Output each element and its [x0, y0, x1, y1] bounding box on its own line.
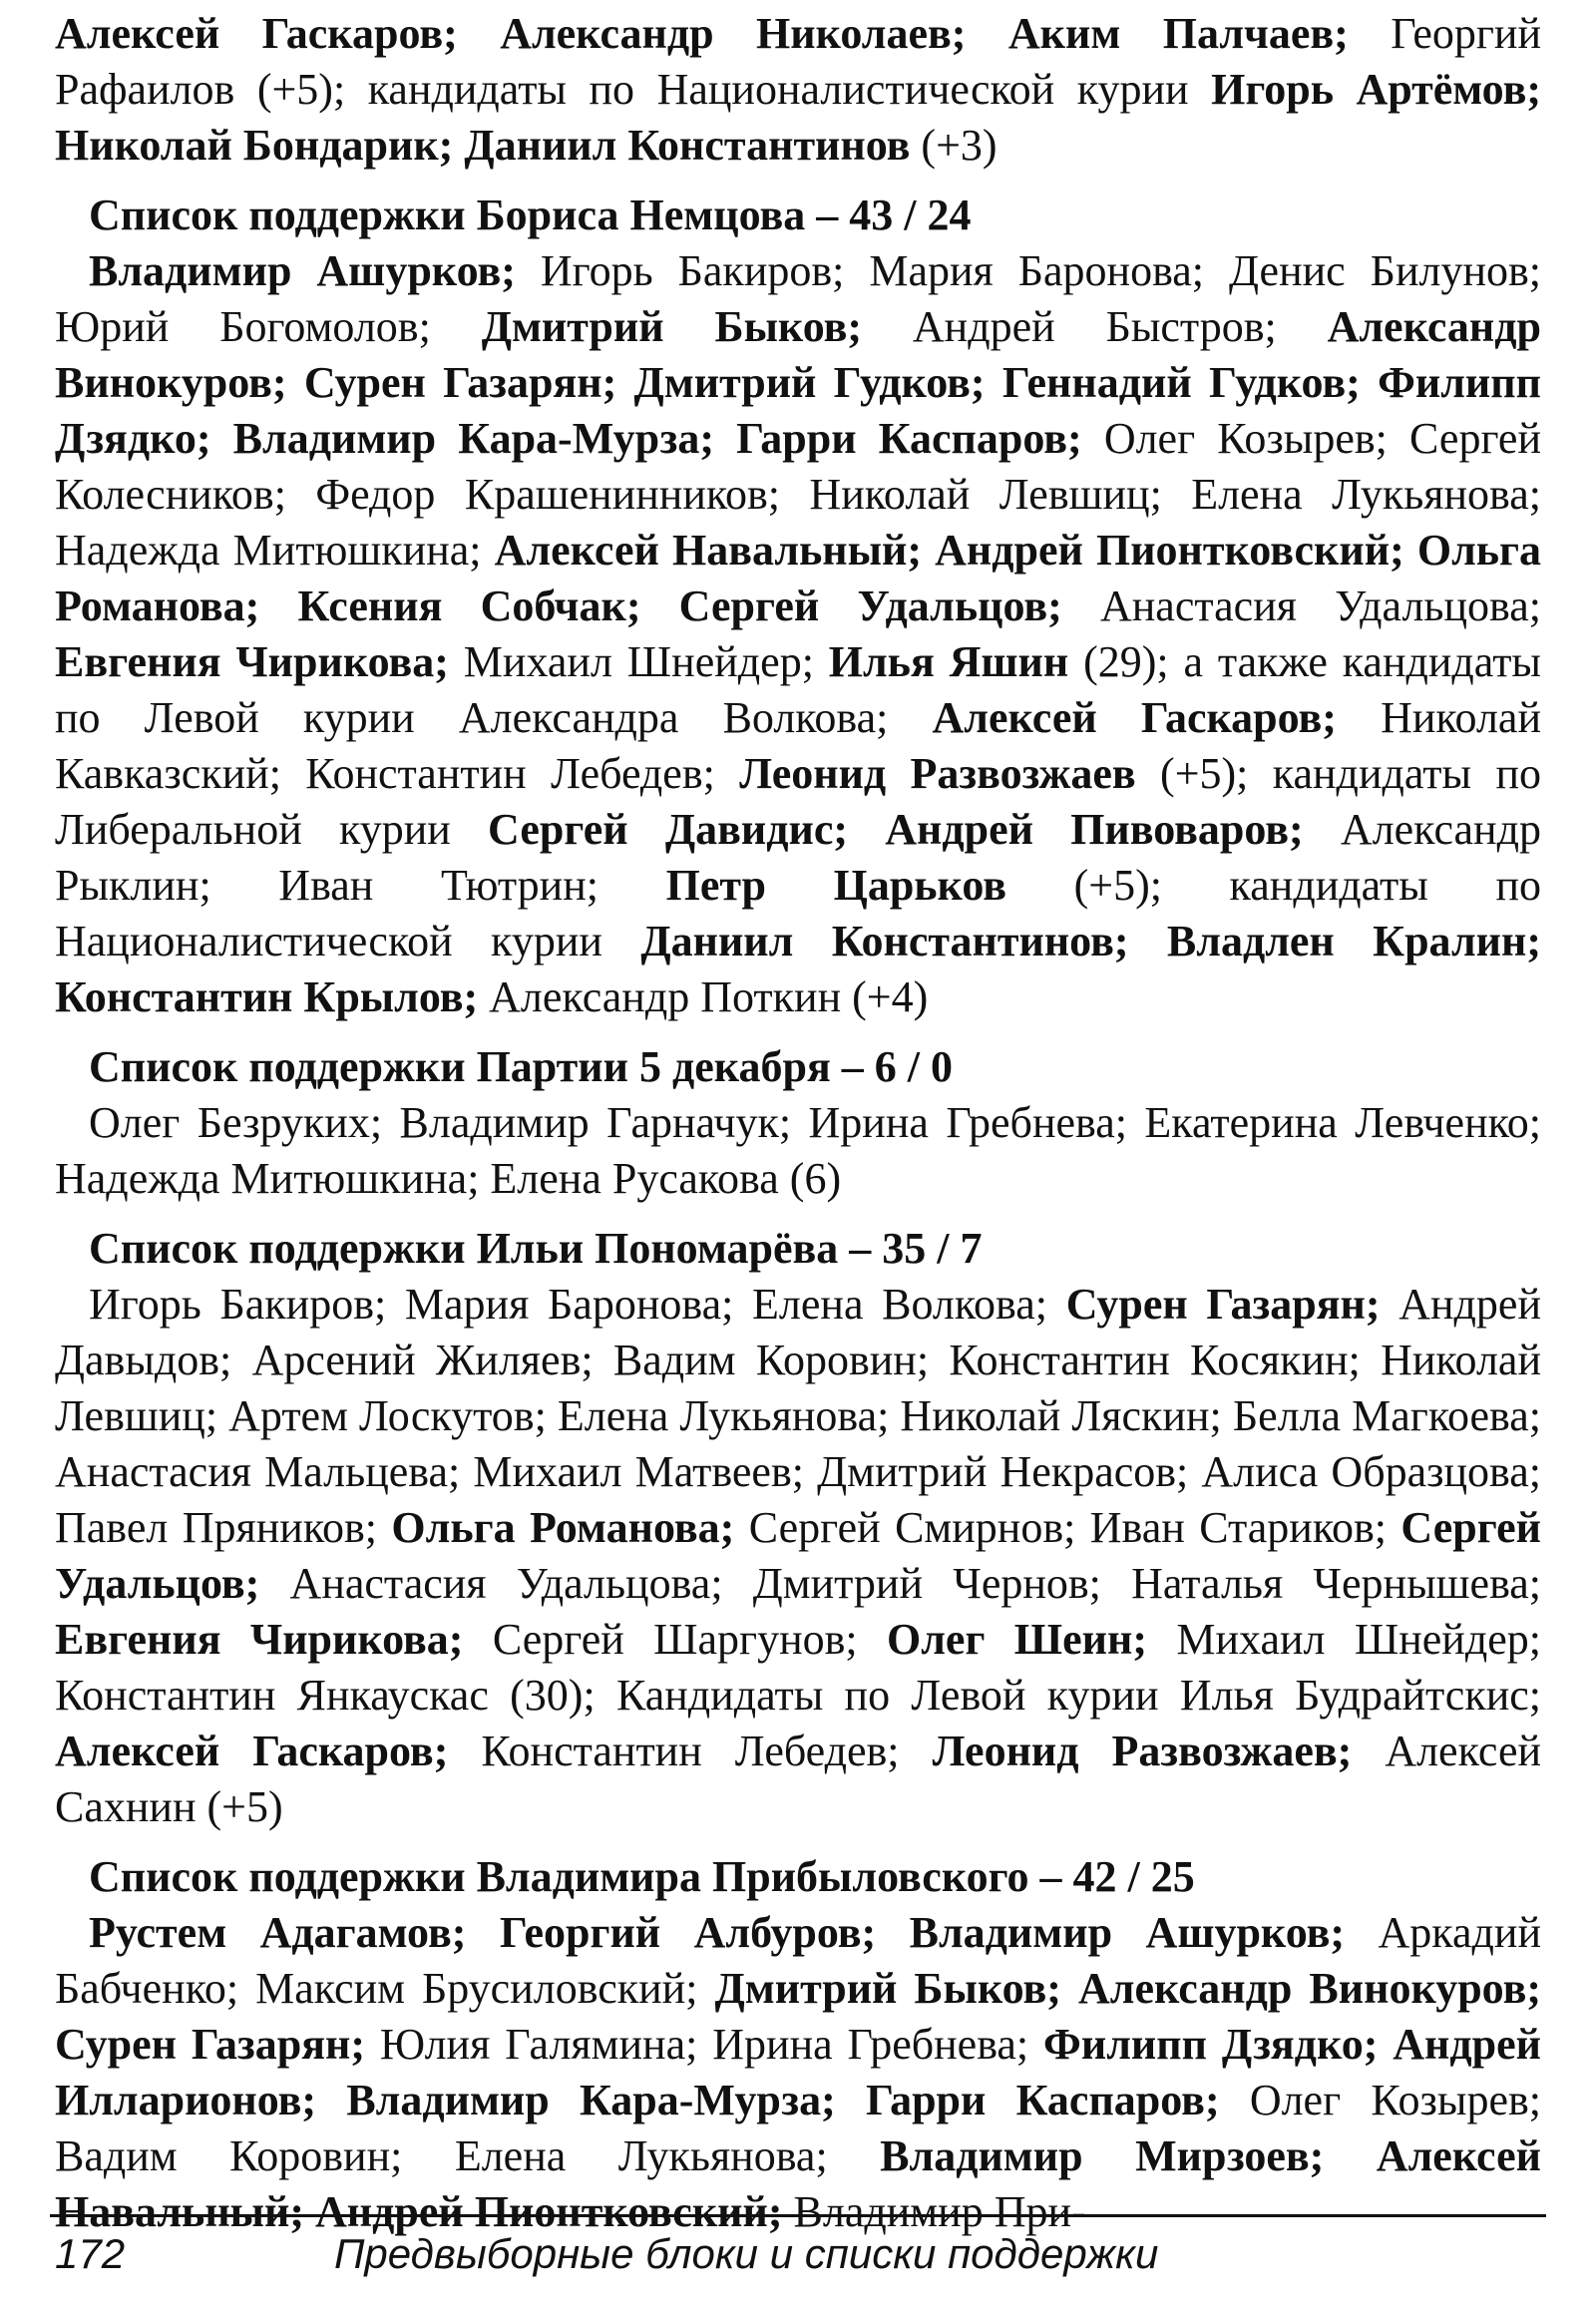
candidate-names-bold: Леонид Развозжаев: [739, 749, 1161, 798]
candidate-names-bold: Петр Царьков: [665, 861, 1074, 910]
body-paragraph: [55, 1095, 1541, 1207]
candidate-names-bold: Рустем Адагамов; Георгий Албуров; Владимир Ашурков;: [89, 1908, 1379, 1957]
section-heading: Список поддержки Бориса Немцова – 43 / 24: [89, 191, 972, 239]
candidate-names-bold: Дмитрий Быков; Александр Винокуров; Сурен Газарян;: [55, 1964, 1541, 2069]
body-paragraph: [55, 1277, 1541, 1835]
page-footer: [55, 2226, 1541, 2286]
document-page: [55, 6, 1541, 2240]
text-run: Олег Безруких; Владимир Гарначук; Ирина Гребнева; Екатерина Левченко; Надежда Митюшкина; Елена Русакова (6): [55, 1098, 1541, 1203]
candidate-names-bold: Ольга Романова;: [391, 1503, 749, 1552]
section-heading: Список поддержки Ильи Пономарёва – 35 / 7: [89, 1224, 983, 1273]
text-run: (29); а также кандидаты по Левой курии Александра Волкова;: [55, 637, 1541, 742]
candidate-names-bold: Александр Винокуров; Сурен Газарян; Дмитрий Гудков; Геннадий Гудков; Филипп Дзядко; Владимир Кара-Мурза; Гарри Каспаров;: [55, 302, 1541, 463]
body-paragraph: [55, 6, 1541, 174]
candidate-names-bold: Владимир Ашурков;: [89, 246, 541, 295]
candidate-names-bold: Филипп Дзядко; Андрей Илларионов; Владимир Кара-Мурза; Гарри Каспаров;: [55, 2020, 1541, 2124]
text-run: (+5); кандидаты по Либеральной курии: [55, 749, 1541, 854]
text-run: Сергей Смирнов; Иван Стариков;: [748, 1503, 1401, 1552]
candidate-names-bold: Дмитрий Быков;: [481, 302, 913, 351]
candidate-names-bold: Игорь Артёмов; Николай Бондарик; Даниил Константинов: [55, 65, 1541, 170]
text-run: Олег Козырев; Вадим Коровин; Елена Лукьянова;: [55, 2076, 1541, 2180]
text-run: Николай Кавказский; Константин Лебедев;: [55, 693, 1542, 798]
text-run: Олег Козырев; Сергей Колесников; Федор Крашенинников; Николай Левшиц; Елена Лукьянова; Надежда Митюшкина;: [55, 414, 1541, 575]
body-paragraph: [55, 243, 1541, 1025]
text-run: Александр Поткин (+4): [489, 972, 929, 1021]
candidate-names-bold: Даниил Константинов; Владлен Кралин; Константин Крылов;: [55, 917, 1541, 1021]
text-run: Анастасия Удальцова;: [1099, 581, 1541, 630]
section-heading: Список поддержки Партии 5 декабря – 6 / 0: [89, 1042, 953, 1091]
running-title: Предвыборные блоки и списки поддержки: [334, 2230, 1159, 2277]
candidate-names-bold: Сергей Удальцов;: [55, 1503, 1541, 1608]
text-run: Андрей Давыдов; Арсений Жиляев; Вадим Коровин; Константин Косякин; Николай Левшиц; Артем Лоскутов; Елена Лукьянова; Николай Ляскин; Белла Магкоева; Анастасия Мальцева; Михаил Матвеев; Дмитрий Некрасов; Алиса Образцова; Павел Пряников;: [55, 1280, 1541, 1552]
text-run: Михаил Шнейдер;: [463, 637, 829, 686]
text-run: Юлия Галямина; Ирина Гребнева;: [379, 2020, 1044, 2069]
text-run: Алексей Сахнин (+5): [55, 1727, 1542, 1831]
text-run: (+3): [921, 121, 998, 170]
candidate-names-bold: Алексей Гаскаров; Александр Николаев; Аким Палчаев;: [55, 9, 1392, 58]
text-run: Игорь Бакиров; Мария Баронова; Елена Волкова;: [89, 1280, 1066, 1329]
candidate-names-bold: Олег Шеин;: [887, 1615, 1177, 1664]
candidate-names-bold: Сурен Газарян;: [1065, 1280, 1399, 1329]
candidate-names-bold: Владимир Мирзоев; Алексей Навальный; Андрей Пионтковский;: [55, 2131, 1541, 2236]
text-run: Игорь Бакиров; Мария Баронова; Денис Билунов; Юрий Богомолов;: [55, 246, 1542, 351]
text-run: (+5); кандидаты по Националистической курии: [55, 861, 1541, 965]
section-heading: Список поддержки Владимира Прибыловского – 42 / 25: [89, 1852, 1195, 1901]
text-run: Михаил Шнейдер; Константин Янкаускас (30); Кандидаты по Левой курии Илья Будрайтскис;: [55, 1615, 1541, 1720]
candidate-names-bold: Евгения Чирикова;: [55, 1615, 493, 1664]
text-run: Анастасия Удальцова; Дмитрий Чернов; Наталья Чернышева;: [289, 1559, 1542, 1608]
candidate-names-bold: Алексей Навальный; Андрей Пионтковский; Ольга Романова; Ксения Собчак; Сергей Удальцов;: [55, 526, 1541, 630]
body-paragraph: [55, 1905, 1541, 2240]
page-number: 172: [55, 2230, 126, 2277]
candidate-names-bold: Алексей Гаскаров;: [55, 1727, 482, 1775]
text-run: Владимир При-: [793, 2187, 1086, 2236]
candidate-names-bold: Алексей Гаскаров;: [932, 693, 1382, 742]
footer-rule: [50, 2214, 1546, 2217]
text-run: Андрей Быстров;: [912, 302, 1328, 351]
text-run: Сергей Шаргунов;: [492, 1615, 888, 1664]
candidate-names-bold: Евгения Чирикова;: [55, 637, 464, 686]
text-run: Георгий Рафаилов (+5); кандидаты по Националистической курии: [55, 9, 1541, 114]
text-run: Аркадий Бабченко; Максим Брусиловский;: [55, 1908, 1541, 2013]
text-run: Константин Лебедев;: [481, 1727, 933, 1775]
candidate-names-bold: Сергей Давидис; Андрей Пивоваров;: [488, 805, 1341, 854]
candidate-names-bold: Илья Яшин: [828, 637, 1084, 686]
text-run: Александр Рыклин; Иван Тютрин;: [55, 805, 1541, 910]
candidate-names-bold: Леонид Развозжаев;: [932, 1727, 1386, 1775]
